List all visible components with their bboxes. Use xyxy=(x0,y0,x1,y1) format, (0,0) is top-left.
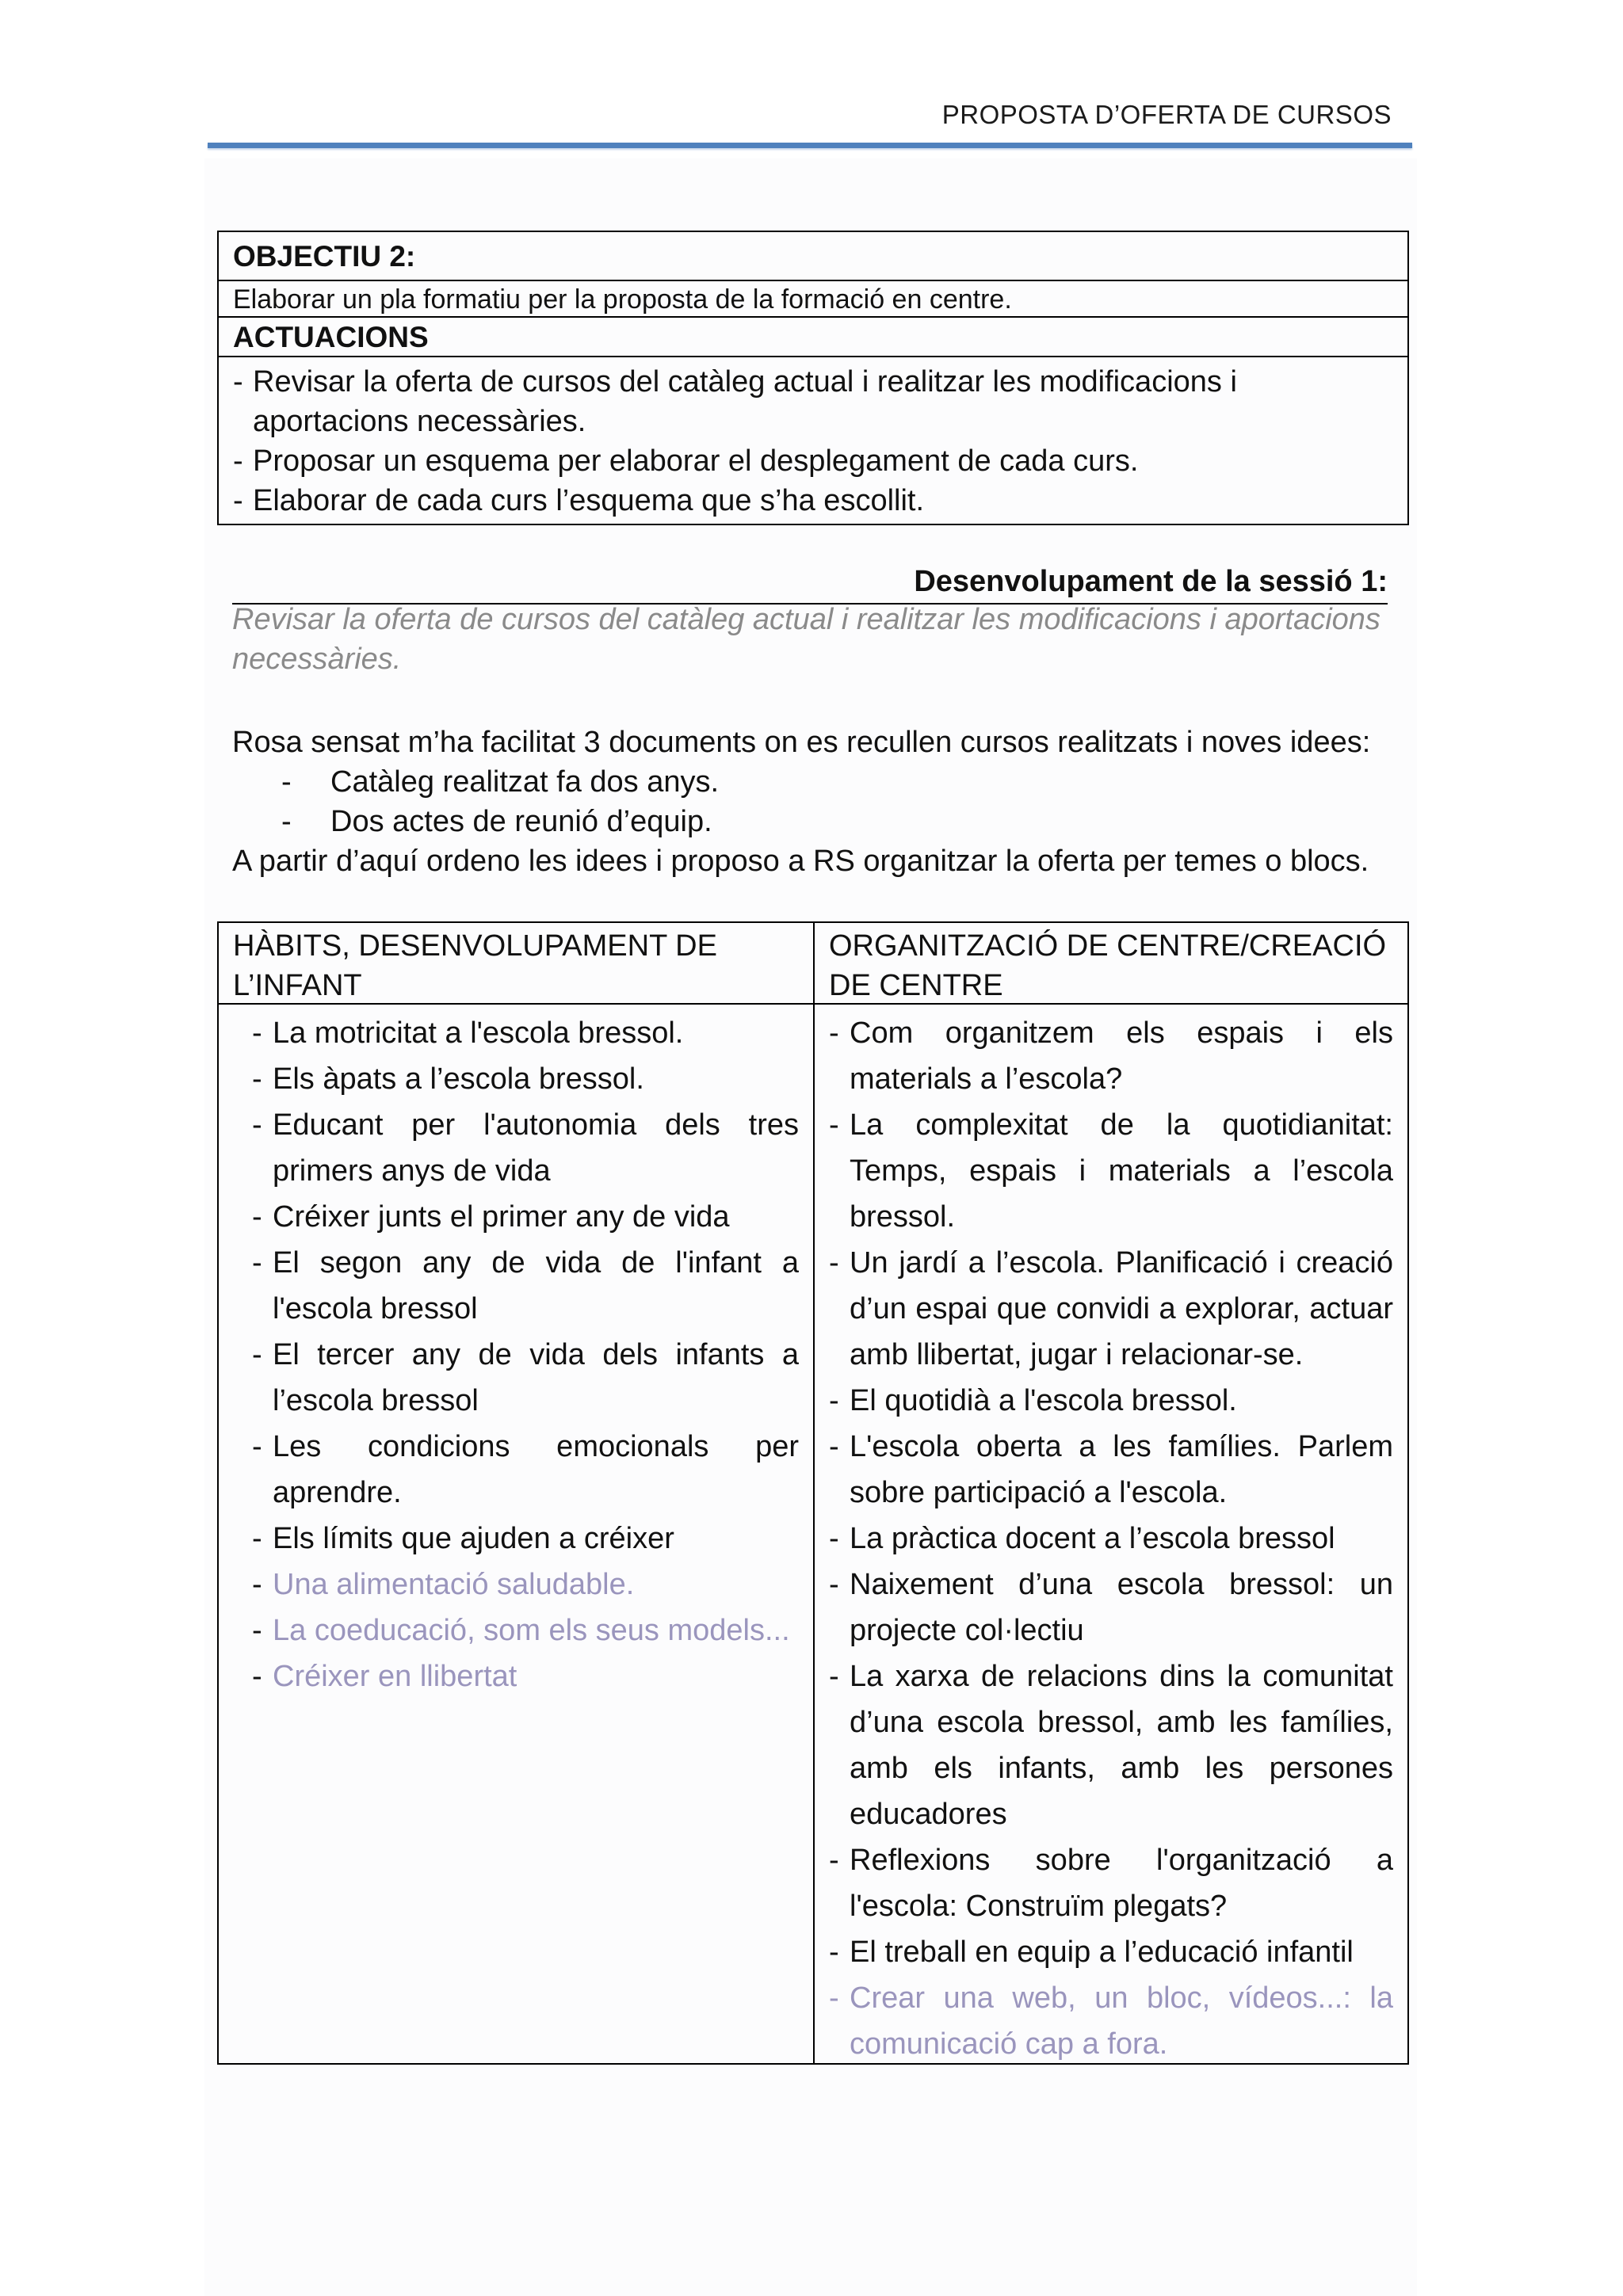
action-item: - Revisar la oferta de cursos del catàleg actual i realitzar les modificacions i aportacions necessàries. xyxy=(233,365,1237,438)
session-subtitle: Revisar la oferta de cursos del catàleg actual i realitzar les modificacions i aportacions necessàries. xyxy=(232,603,1381,676)
right-column-heading: ORGANITZACIÓ DE CENTRE/CREACIÓ DE CENTRE xyxy=(829,929,1387,1002)
actions-list xyxy=(219,357,1407,524)
right-column-list xyxy=(829,1010,1393,2067)
list-item: - Les condicions emocionals per aprendre. xyxy=(252,1430,799,1509)
header-rule xyxy=(208,143,1412,148)
list-item: - Créixer en llibertat xyxy=(252,1660,517,1693)
list-item: - El treball en equip a l’educació infantil xyxy=(829,1936,1354,1969)
session-title: Desenvolupament de la sessió 1: xyxy=(232,560,1388,605)
objective-description: Elaborar un pla formatiu per la proposta de la formació en centre. xyxy=(219,281,1407,318)
column-divider xyxy=(813,923,815,2063)
blocks-table xyxy=(217,921,1409,2065)
objective-heading: OBJECTIU 2: xyxy=(219,232,1407,281)
conclusion-text: A partir d’aquí ordeno les idees i proposo a RS organitzar la oferta per temes o blocs. xyxy=(232,845,1369,878)
document-item: - Dos actes de reunió d’equip. xyxy=(281,805,712,838)
actions-heading: ACTUACIONS xyxy=(219,318,1407,357)
action-item: - Elaborar de cada curs l’esquema que s’ha escollit. xyxy=(233,484,925,517)
header-title: PROPOSTA D’OFERTA DE CURSOS xyxy=(941,100,1392,129)
list-item: - Naixement d’una escola bressol: un projecte col·lectiu xyxy=(829,1568,1393,1647)
list-item: - La coeducació, som els seus models... xyxy=(252,1614,790,1647)
list-item: - L'escola oberta a les famílies. Parlem sobre participació a l'escola. xyxy=(829,1430,1393,1509)
list-item: - Els àpats a l’escola bressol. xyxy=(252,1062,644,1096)
list-item: - El quotidià a l'escola bressol. xyxy=(829,1384,1237,1417)
left-column-heading: HÀBITS, DESENVOLUPAMENT DE L’INFANT xyxy=(233,929,717,1002)
action-item: - Proposar un esquema per elaborar el desplegament de cada curs. xyxy=(233,444,1139,478)
list-item: - Créixer junts el primer any de vida xyxy=(252,1200,730,1234)
list-item: - Educant per l'autonomia dels tres primers anys de vida xyxy=(252,1108,799,1188)
objective-table xyxy=(217,231,1409,525)
list-item: - La complexitat de la quotidianitat: Temps, espais i materials a l’escola bressol. xyxy=(829,1108,1393,1234)
list-item: - La motricitat a l'escola bressol. xyxy=(252,1016,684,1050)
list-item: - Els límits que ajuden a créixer xyxy=(252,1522,674,1555)
list-item: - Com organitzem els espais i els materials a l’escola? xyxy=(829,1016,1393,1096)
list-item: - El tercer any de vida dels infants a l’escola bressol xyxy=(252,1338,799,1417)
list-item: - Reflexions sobre l'organització a l'escola: Construïm plegats? xyxy=(829,1844,1393,1923)
left-column-list xyxy=(252,1010,799,1699)
list-item: - Crear una web, un bloc, vídeos...: la comunicació cap a fora. xyxy=(829,1981,1393,2061)
list-item: - El segon any de vida de l'infant a l'escola bressol xyxy=(252,1246,799,1325)
document-item: - Catàleg realitzat fa dos anys. xyxy=(281,765,720,799)
list-item: - Un jardí a l’escola. Planificació i creació d’un espai que convidi a explorar, actuar amb llibertat, jugar i relacionar-se. xyxy=(829,1246,1393,1371)
intro-text: Rosa sensat m’ha facilitat 3 documents on es recullen cursos realitzats i noves idees: xyxy=(232,726,1371,759)
list-item: - La pràctica docent a l’escola bressol xyxy=(829,1522,1335,1555)
session-intro-block xyxy=(232,723,1413,881)
list-item: - Una alimentació saludable. xyxy=(252,1568,635,1601)
list-item: - La xarxa de relacions dins la comunitat d’una escola bressol, amb les famílies, amb els infants, amb les persones educadores xyxy=(829,1660,1393,1831)
